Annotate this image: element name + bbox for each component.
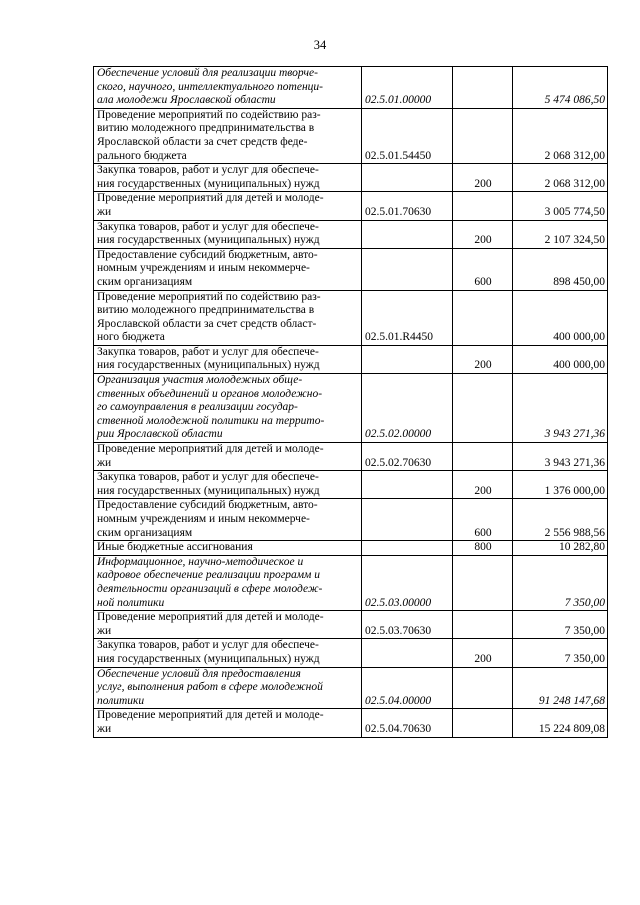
expense-name-line: витию молодежного предпринимательства в: [97, 122, 315, 135]
expense-name-line: Предоставление субсидий бюджетным, авто-: [97, 248, 318, 261]
amount-cell: 400 000,00: [513, 345, 608, 373]
expense-type-cell: [453, 374, 513, 443]
expense-type-cell: [453, 667, 513, 709]
amount-cell: 2 556 988,56: [513, 499, 608, 541]
expense-name-line: Предоставление субсидий бюджетным, авто-: [97, 499, 318, 512]
expense-name-cell: [94, 67, 362, 109]
target-article-code-cell: 02.5.03.70630: [362, 611, 453, 639]
expense-name-cell: [94, 248, 362, 290]
table-row: [94, 471, 608, 499]
expense-name-line: Организация участия молодежных обще-: [97, 374, 303, 387]
expense-name-cell: [94, 192, 362, 220]
expense-type-cell: [453, 290, 513, 345]
expense-name-line: ственной молодежной политики на террито-: [97, 414, 325, 427]
table-row: [94, 192, 608, 220]
page-number: 34: [313, 38, 327, 52]
expense-name-line: ния государственных (муниципальных) нужд: [97, 177, 320, 190]
expense-name-line: Обеспечение условий для предоставления: [97, 667, 301, 680]
expense-name-cell: [94, 164, 362, 192]
expense-type-cell: [453, 611, 513, 639]
expense-name-line: Закупка товаров, работ и услуг для обеспече-: [97, 345, 319, 358]
expense-type-cell: 200: [453, 220, 513, 248]
target-article-code-cell: 02.5.02.00000: [362, 374, 453, 443]
expense-name-cell: [94, 345, 362, 373]
amount-cell: 1 376 000,00: [513, 471, 608, 499]
expense-type-cell: 200: [453, 345, 513, 373]
target-article-code-cell: 02.5.01.54450: [362, 108, 453, 163]
target-article-code-cell: [362, 541, 453, 556]
amount-cell: 3 943 271,36: [513, 374, 608, 443]
table-row: [94, 639, 608, 667]
expense-name-cell: [94, 555, 362, 610]
expense-name-cell: [94, 471, 362, 499]
expense-name-line: Иные бюджетные ассигнования: [97, 541, 253, 554]
expense-name-line: Ярославской области за счет средств област-: [97, 317, 317, 330]
amount-cell: 5 474 086,50: [513, 67, 608, 109]
expense-name-cell: [94, 541, 362, 556]
expense-name-line: деятельности организаций в сфере молодеж-: [97, 582, 323, 595]
table-row: [94, 345, 608, 373]
amount-cell: 2 068 312,00: [513, 108, 608, 163]
expense-name-line: ским организациям: [97, 275, 193, 288]
table-row: [94, 541, 608, 556]
expense-name-cell: [94, 667, 362, 709]
target-article-code-cell: 02.5.03.00000: [362, 555, 453, 610]
expense-type-cell: 600: [453, 248, 513, 290]
expense-name-line: Проведение мероприятий по содействию раз-: [97, 290, 321, 303]
table-row: [94, 667, 608, 709]
expense-name-line: жи: [97, 624, 112, 637]
expense-type-cell: [453, 108, 513, 163]
table-row: [94, 443, 608, 471]
amount-cell: 3 005 774,50: [513, 192, 608, 220]
table-row: [94, 164, 608, 192]
table-row: [94, 555, 608, 610]
expense-name-line: ния государственных (муниципальных) нужд: [97, 234, 320, 247]
expense-type-cell: [453, 67, 513, 109]
budget-table-body: [94, 67, 608, 738]
expense-name-cell: [94, 499, 362, 541]
expense-name-line: Закупка товаров, работ и услуг для обеспече-: [97, 164, 319, 177]
expense-name-line: ским организациям: [97, 526, 193, 539]
expense-name-line: ния государственных (муниципальных) нужд: [97, 359, 320, 372]
target-article-code-cell: [362, 220, 453, 248]
expense-name-line: кадровое обеспечение реализации программ и: [97, 569, 321, 582]
target-article-code-cell: [362, 471, 453, 499]
amount-cell: 15 224 809,08: [513, 709, 608, 737]
expense-name-line: ственных объединений и органов молодежно-: [97, 387, 323, 400]
expense-name-line: ского, научного, интеллектуального потенци-: [97, 80, 323, 93]
expense-name-cell: [94, 611, 362, 639]
expense-name-line: Ярославской области за счет средств феде-: [97, 135, 308, 148]
amount-cell: 400 000,00: [513, 290, 608, 345]
expense-type-cell: [453, 555, 513, 610]
expense-name-cell: [94, 374, 362, 443]
target-article-code-cell: 02.5.02.70630: [362, 443, 453, 471]
amount-cell: 7 350,00: [513, 639, 608, 667]
expense-name-cell: [94, 709, 362, 737]
expense-name-line: Проведение мероприятий для детей и молоде-: [97, 709, 324, 722]
expense-name-cell: [94, 290, 362, 345]
amount-cell: 91 248 147,68: [513, 667, 608, 709]
expense-name-line: Проведение мероприятий по содействию раз-: [97, 108, 321, 121]
expense-name-line: жи: [97, 456, 112, 469]
expense-type-cell: 800: [453, 541, 513, 556]
table-row: [94, 611, 608, 639]
expense-name-line: политики: [97, 694, 145, 707]
expense-name-line: жи: [97, 722, 112, 735]
expense-type-cell: 600: [453, 499, 513, 541]
expense-name-line: Закупка товаров, работ и услуг для обеспече-: [97, 220, 319, 233]
expense-type-cell: [453, 709, 513, 737]
amount-cell: 3 943 271,36: [513, 443, 608, 471]
target-article-code-cell: [362, 639, 453, 667]
table-row: [94, 709, 608, 737]
amount-cell: 7 350,00: [513, 611, 608, 639]
amount-cell: 898 450,00: [513, 248, 608, 290]
expense-type-cell: [453, 443, 513, 471]
expense-name-line: го самоуправления в реализации государ-: [97, 401, 298, 414]
expense-name-line: жи: [97, 205, 112, 218]
expense-name-line: ного бюджета: [97, 331, 165, 344]
expense-name-line: Закупка товаров, работ и услуг для обеспече-: [97, 471, 319, 484]
target-article-code-cell: [362, 499, 453, 541]
expense-name-cell: [94, 443, 362, 471]
table-row: [94, 374, 608, 443]
expense-name-line: Обеспечение условий для реализации творче-: [97, 67, 318, 79]
expense-type-cell: 200: [453, 471, 513, 499]
expense-name-line: Закупка товаров, работ и услуг для обеспече-: [97, 639, 319, 652]
expense-type-cell: 200: [453, 164, 513, 192]
table-row: [94, 248, 608, 290]
expense-name-cell: [94, 108, 362, 163]
target-article-code-cell: 02.5.01.70630: [362, 192, 453, 220]
target-article-code-cell: [362, 248, 453, 290]
table-row: [94, 67, 608, 109]
amount-cell: 2 068 312,00: [513, 164, 608, 192]
target-article-code-cell: 02.5.01.R4450: [362, 290, 453, 345]
expense-name-line: Информационное, научно-методическое и: [97, 555, 304, 568]
table-row: [94, 220, 608, 248]
expense-name-line: ала молодежи Ярославской области: [97, 94, 276, 107]
target-article-code-cell: [362, 164, 453, 192]
expense-name-line: номным учреждениям и иным некоммерче-: [97, 262, 310, 275]
expense-name-line: ния государственных (муниципальных) нужд: [97, 652, 320, 665]
expense-type-cell: 200: [453, 639, 513, 667]
target-article-code-cell: 02.5.04.70630: [362, 709, 453, 737]
target-article-code-cell: 02.5.04.00000: [362, 667, 453, 709]
expense-name-line: рии Ярославской области: [97, 428, 223, 441]
expense-type-cell: [453, 192, 513, 220]
table-row: [94, 290, 608, 345]
expense-name-line: витию молодежного предпринимательства в: [97, 304, 315, 317]
table-row: [94, 499, 608, 541]
expense-name-line: Проведение мероприятий для детей и молоде-: [97, 443, 324, 456]
budget-table: [93, 66, 608, 738]
amount-cell: 10 282,80: [513, 541, 608, 556]
expense-name-line: ной политики: [97, 596, 165, 609]
expense-name-line: услуг, выполнения работ в сфере молодежной: [97, 681, 323, 694]
expense-name-line: рального бюджета: [97, 149, 187, 162]
amount-cell: 7 350,00: [513, 555, 608, 610]
expense-name-line: Проведение мероприятий для детей и молоде-: [97, 611, 324, 624]
table-row: [94, 108, 608, 163]
expense-name-line: ния государственных (муниципальных) нужд: [97, 484, 320, 497]
target-article-code-cell: [362, 345, 453, 373]
expense-name-line: Проведение мероприятий для детей и молоде-: [97, 192, 324, 205]
expense-name-cell: [94, 220, 362, 248]
expense-name-cell: [94, 639, 362, 667]
target-article-code-cell: 02.5.01.00000: [362, 67, 453, 109]
expense-name-line: номным учреждениям и иным некоммерче-: [97, 513, 310, 525]
amount-cell: 2 107 324,50: [513, 220, 608, 248]
